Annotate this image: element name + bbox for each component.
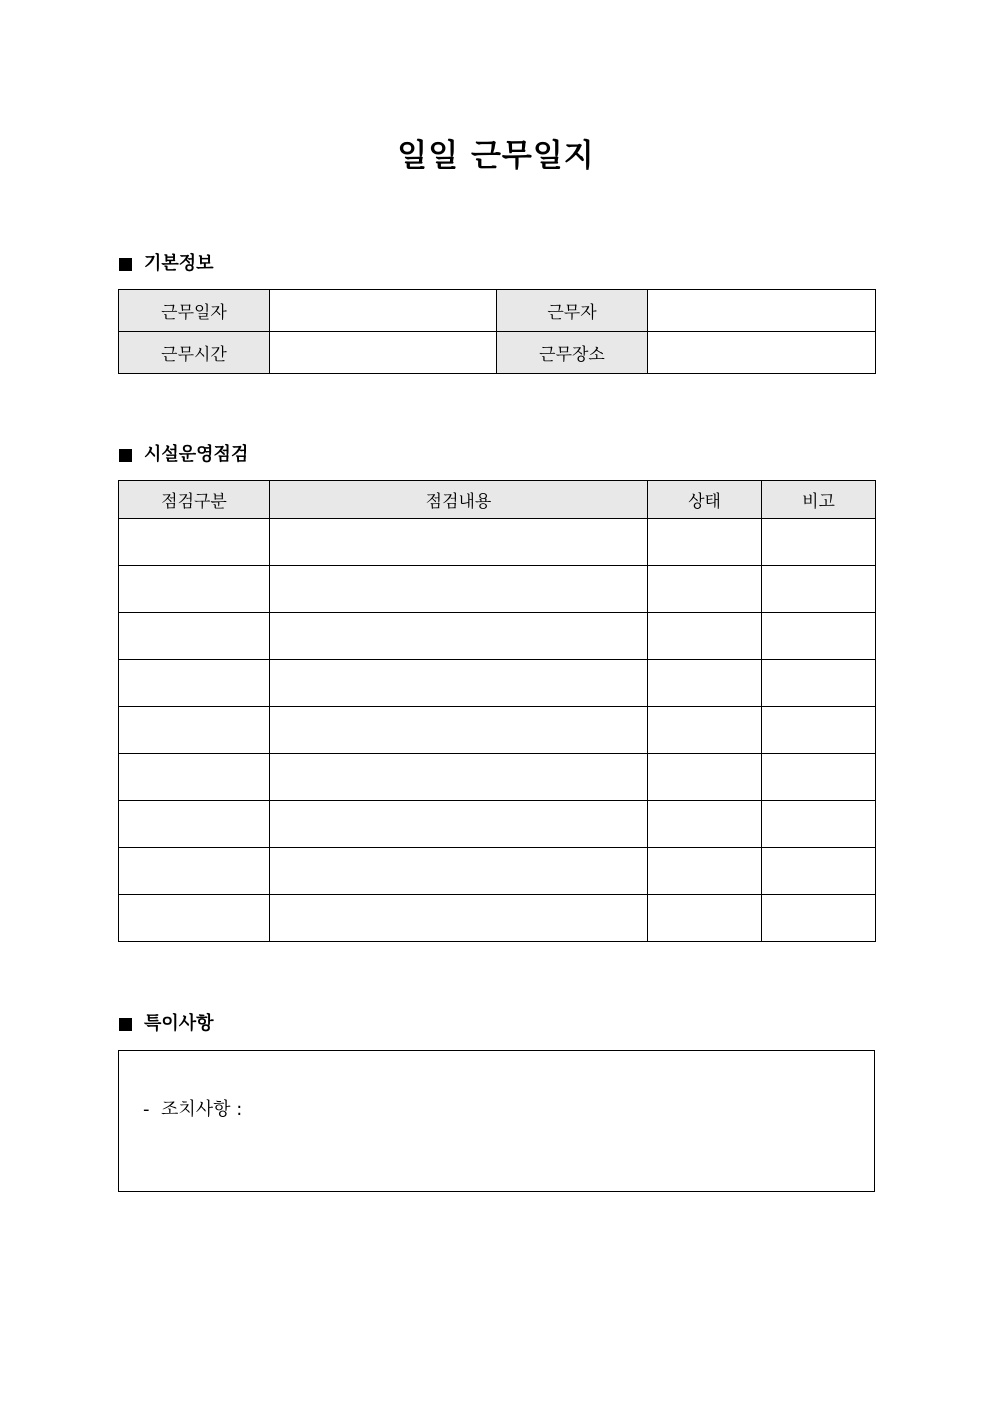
remarks-cell[interactable] <box>762 801 876 848</box>
content-cell[interactable] <box>270 660 648 707</box>
column-header-content: 점검내용 <box>270 481 648 519</box>
table-row <box>119 332 876 374</box>
work-time-field[interactable] <box>270 332 497 374</box>
status-cell[interactable] <box>648 801 762 848</box>
remarks-cell[interactable] <box>762 895 876 942</box>
table-row <box>119 707 876 754</box>
work-place-field[interactable] <box>648 332 876 374</box>
table-row <box>119 566 876 613</box>
remarks-cell[interactable] <box>762 566 876 613</box>
content-cell[interactable] <box>270 613 648 660</box>
section-heading-inspection <box>119 443 248 467</box>
category-cell[interactable] <box>119 848 270 895</box>
category-cell[interactable] <box>119 707 270 754</box>
status-cell[interactable] <box>648 754 762 801</box>
status-cell[interactable] <box>648 895 762 942</box>
section-heading-notes <box>119 1012 214 1036</box>
status-cell[interactable] <box>648 519 762 566</box>
inspection-table-body <box>119 519 876 942</box>
section-heading-inspection-label: 시설운영점검 <box>144 444 249 465</box>
work-date-field[interactable] <box>270 290 497 332</box>
notes-box[interactable] <box>118 1050 875 1192</box>
remarks-cell[interactable] <box>762 754 876 801</box>
category-cell[interactable] <box>119 801 270 848</box>
content-cell[interactable] <box>270 848 648 895</box>
page-title: 일일 근무일지 <box>397 138 595 174</box>
table-row <box>119 801 876 848</box>
worker-label: 근무자 <box>497 290 648 332</box>
category-cell[interactable] <box>119 895 270 942</box>
category-cell[interactable] <box>119 566 270 613</box>
section-heading-basic-label: 기본정보 <box>144 253 214 274</box>
work-place-label: 근무장소 <box>497 332 648 374</box>
table-row <box>119 848 876 895</box>
table-header-row <box>119 481 876 519</box>
content-cell[interactable] <box>270 707 648 754</box>
category-cell[interactable] <box>119 519 270 566</box>
category-cell[interactable] <box>119 613 270 660</box>
square-bullet-icon <box>119 258 132 271</box>
status-cell[interactable] <box>648 613 762 660</box>
square-bullet-icon <box>119 449 132 462</box>
column-header-remarks: 비고 <box>762 481 876 519</box>
content-cell[interactable] <box>270 754 648 801</box>
column-header-category: 점검구분 <box>119 481 270 519</box>
remarks-cell[interactable] <box>762 613 876 660</box>
table-row <box>119 895 876 942</box>
status-cell[interactable] <box>648 848 762 895</box>
column-header-status: 상태 <box>648 481 762 519</box>
status-cell[interactable] <box>648 660 762 707</box>
action-taken-line: - 조치사항 : <box>143 1099 243 1120</box>
table-row <box>119 660 876 707</box>
remarks-cell[interactable] <box>762 848 876 895</box>
section-heading-basic <box>119 252 214 276</box>
table-row <box>119 613 876 660</box>
square-bullet-icon <box>119 1018 132 1031</box>
content-cell[interactable] <box>270 519 648 566</box>
table-row <box>119 519 876 566</box>
basic-info-table <box>118 289 876 374</box>
remarks-cell[interactable] <box>762 660 876 707</box>
category-cell[interactable] <box>119 660 270 707</box>
table-row <box>119 754 876 801</box>
section-heading-notes-label: 특이사항 <box>144 1013 214 1034</box>
content-cell[interactable] <box>270 566 648 613</box>
work-time-label: 근무시간 <box>119 332 270 374</box>
status-cell[interactable] <box>648 707 762 754</box>
inspection-table <box>118 480 876 942</box>
table-row <box>119 290 876 332</box>
remarks-cell[interactable] <box>762 519 876 566</box>
remarks-cell[interactable] <box>762 707 876 754</box>
status-cell[interactable] <box>648 566 762 613</box>
category-cell[interactable] <box>119 754 270 801</box>
content-cell[interactable] <box>270 895 648 942</box>
worker-field[interactable] <box>648 290 876 332</box>
work-date-label: 근무일자 <box>119 290 270 332</box>
content-cell[interactable] <box>270 801 648 848</box>
